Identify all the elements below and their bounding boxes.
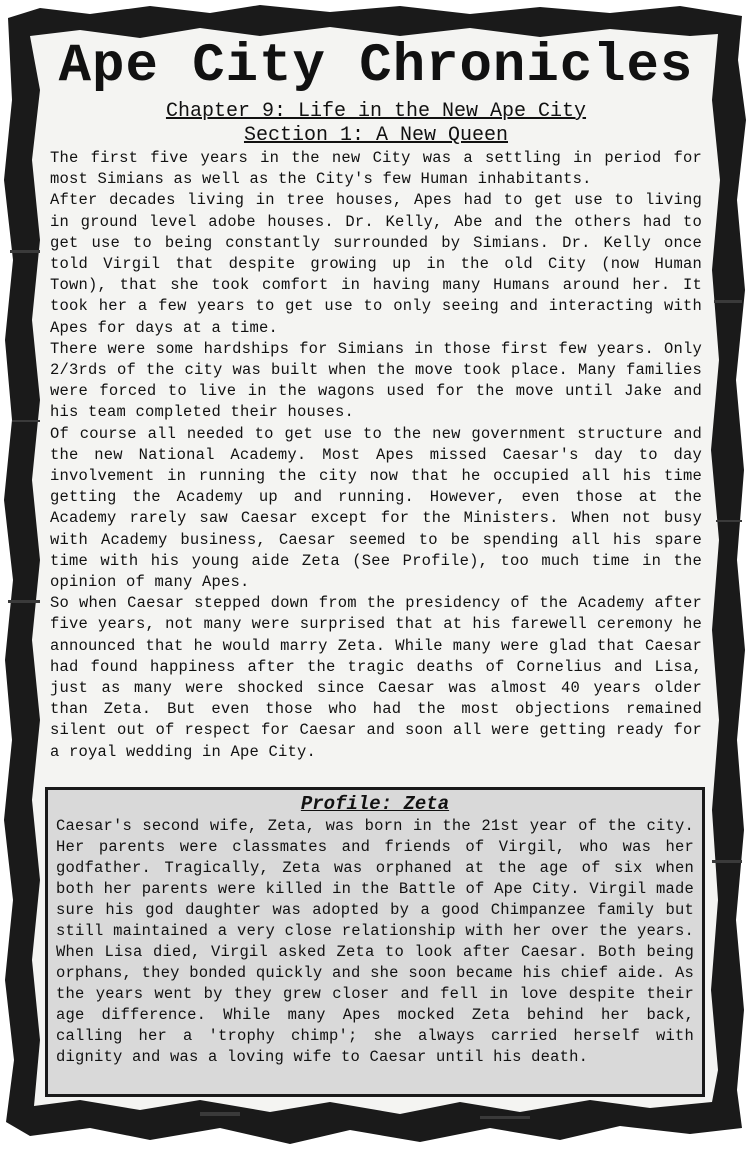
page-title: Ape City Chronicles xyxy=(58,36,694,97)
article-paragraph-4: Of course all needed to get use to the new government structure and the new National Academy. Most Apes missed Caesar's day to day involvement in running the city now that he occupied all his time getting the Academy up and running. However, even those at the Academy rarely saw Caesar except for the Ministers. When not busy with Academy business, Caesar seemed to be spending all his spare time with his young aide Zeta (See Profile), too much time in the opinion of many Apes. xyxy=(50,424,702,592)
chapter-heading: Chapter 9: Life in the New Ape City xyxy=(165,100,587,123)
article-paragraph-3: There were some hardships for Simians in those first few years. Only 2/3rds of the city was built when the move took place. Many families were forced to live in the wagons used for the move until Jake and his team completed their houses. xyxy=(50,339,702,422)
article-paragraph-5: So when Caesar stepped down from the presidency of the Academy after five years, not many were surprised that at his farewell ceremony he announced that he would marry Zeta. While many were glad that Caesar had found happiness after the tragic deaths of Cornelius and Lisa, just as many were shocked since Caesar was almost 40 years older than Zeta. But even those who had the most objections remained silent out of respect for Caesar and soon all were getting ready for a royal wedding in Ape City. xyxy=(50,594,702,761)
main-content xyxy=(50,38,702,763)
article-paragraph-2: After decades living in tree houses, Apes had to get use to living in ground level adobe houses. Dr. Kelly, Abe and the others had to get use to being constantly surrounded by Simians. Dr. Kelly once told Virgil that despite growing up in the old City (now Human Town), that she took comfort in having many Humans around her. It took her a few years to get use to only seeing and interacting with Apes for days at a time. xyxy=(50,191,702,337)
profile-title: Profile: Zeta xyxy=(300,793,450,815)
section-heading: Section 1: A New Queen xyxy=(243,124,509,147)
profile-box xyxy=(45,787,705,1097)
article-paragraph-1: The first five years in the new City was a settling in period for most Simians as well as the City's few Human inhabitants. xyxy=(50,149,702,189)
profile-text: Caesar's second wife, Zeta, was born in the 21st year of the city. Her parents were classmates and friends of Virgil, who was her godfather. Tragically, Zeta was orphaned at the age of six when both her parents were killed in the Battle of Ape City. Virgil made sure his god daughter was adopted by a good Chimpanzee family but still maintained a very close relationship with her over the years. When Lisa died, Virgil asked Zeta to look after Caesar. Both being orphans, they bonded quickly and she soon became his chief aide. As the years went by they grew closer and fell in love despite their age difference. While many Apes mocked Zeta behind her back, calling her a 'trophy chimp'; she always carried herself with dignity and was a loving wife to Caesar until his death. xyxy=(56,817,694,1066)
article-body xyxy=(50,148,702,763)
